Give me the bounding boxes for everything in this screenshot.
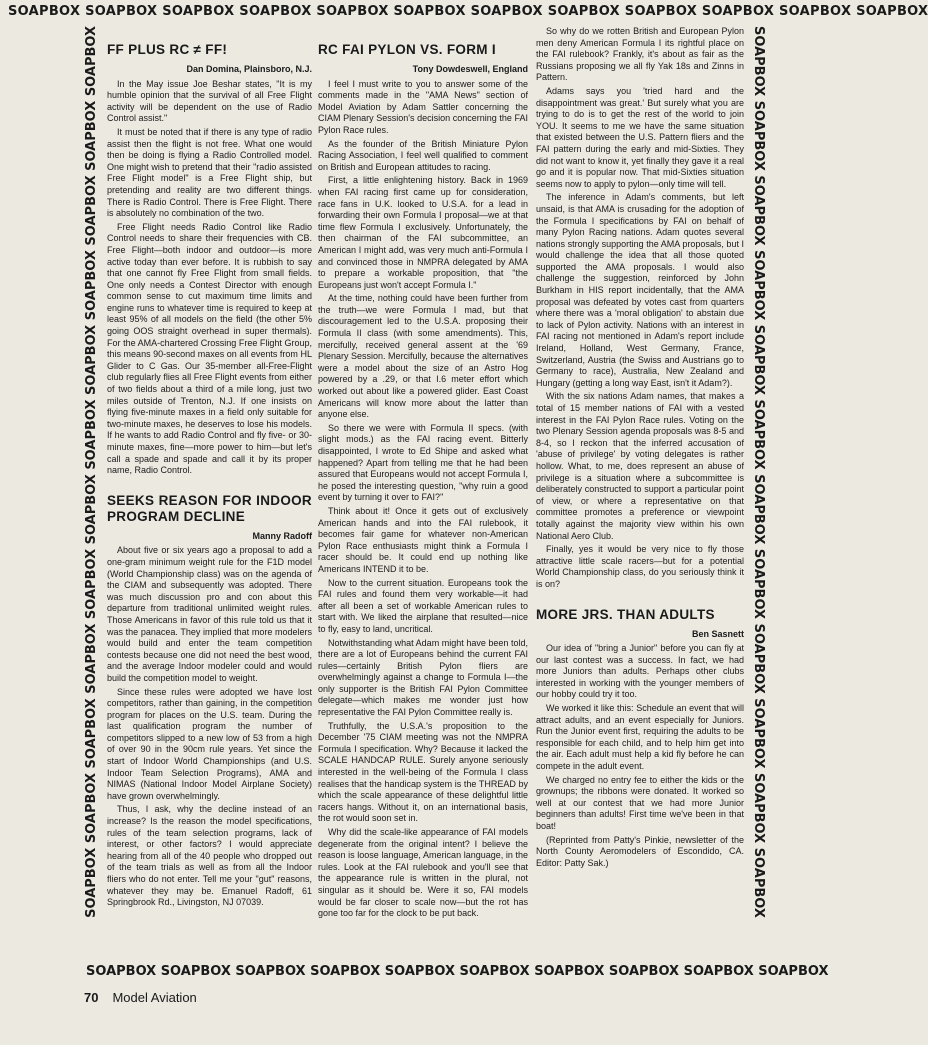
article-paragraph: We charged no entry fee to either the kids or the grownups; the ribbons were donated. It worked so well at our contest that we had more Junior beginners than adults! First time we've been in that boat! [536,774,744,831]
column-right [536,26,744,958]
magazine-title: Model Aviation [112,990,197,1005]
soapbox-border-bottom: SOAPBOX SOAPBOX SOAPBOX SOAPBOX SOAPBOX SOAPBOX SOAPBOX SOAPBOX SOAPBOX SOAPBOX [86,964,829,979]
article-paragraph: With the six nations Adam names, that makes a total of 15 member nations of FAI with a vested interest in the FAI Pylon Race rules. Voting on the two Plenary Session agenda proposals was 8-5 and 8-4, so I reckon that the inferred accusation of 'abuse of privilege' by voting delegates is rather hollow. What, to me, does represent an abuse of privilege is a situation where a subcommittee is deliberately constructed to support a particular point of view, or where a representative on that committee promotes a preference or viewpoint totally against the majority view within his own National Aero Club. [536,391,744,541]
article-byline: Ben Sasnett [691,628,744,639]
article-headline-ff-plus-rc: FF PLUS RC ≠ FF! [107,42,228,57]
article-paragraph: Our idea of "bring a Junior" before you can fly at our last contest was a success. In fact, we had more Juniors than adults. Perhaps other clubs interested in working with the younger members of our hobby could try it too. [536,643,744,700]
article-byline: Manny Radoff [252,530,312,541]
article-paragraph: Adams says you 'tried hard and the disappointment was great.' But surely what you are trying to do is to get the rest of the world to join YOU. It seems to me we have the same situation that existed between the U.S. Pattern fliers and the FAI pattern during the early and mid-Sixties. They did not want to know it, yet finally they gave it a real go and it is popular now. That mid-Sixties situation seems now to apply to pylon—only time will tell. [536,85,744,189]
spacer [107,479,312,493]
article-headline-more-jrs: MORE JRS. THAN ADULTS [536,606,715,622]
article-paragraph: Think about it! Once it gets out of exclusively American hands and into the FAI rulebook, it becomes fair game for whatever non-American Pylon Race enthusiasts might think a Formula I racer should be. It could end up nothing like Americans INTEND it to be. [318,505,528,574]
article-paragraph: Free Flight needs Radio Control like Radio Control needs to share their frequencies with CB. Free Flight—both indoor and outdoor—is more active today than ever before. It is rubbish to say that one cannot fly Free Flight from small fields. One only needs a Contest Director with enough common sense to cut maximum time limits and engine runs to whatever time is required to keep at least 95% of all models on the field (the other 5% going OOS straight overhead in super thermals). For the AMA-chartered Crossing Free Flight Group, this means 90-second maxes on all events from HL Glider to C Gas. Our 35-member all-Free-Flight club regularly flies all Free Flight events from either of two fields about a third of a mile long, just two miles outside of Trenton, N.J. If one insists on flying five-minute maxes in a field only suitable for two-minute maxes, he deserves to lose his models. If he wants to add Radio Control and fly five- or 30-minute maxes, fine—more power to him—but let's call a spade and spade and call it by its proper name, Radio Control. [107,221,312,476]
article-paragraph: As the founder of the British Miniature Pylon Racing Association, I feel well qualified to comment on British and European attitudes to racing. [318,138,528,172]
article-paragraph: Truthfully, the U.S.A.'s proposition to the December '75 CIAM meeting was not the NMPRA Formula I specification. Why? Because it lacked the SCALE HANDCAP RULE. Surely anyone seriously interested in the well-being of the Formula I class realises that the handicap system is the THREAD by which the scale appearance of these delightful little racers hangs. Without it, on an international basis, the rot would soon set in. [318,720,528,824]
column-left [107,42,312,958]
article-paragraph: So there we were with Formula II specs. (with slight mods.) as the FAI racing event. Bitterly disappointed, I wrote to Ed Shipe and asked what happened? Apart from telling me that he had been assured that Europeans would not accept Formula I, he posed the interesting question, "why ruin a good event by turning it over to FAI?" [318,422,528,503]
article-headline-rc-fai-pylon: RC FAI PYLON VS. FORM I [318,42,496,57]
article-paragraph: It must be noted that if there is any type of radio assist then the flight is not free. What one would then be doing is flying a Radio Controlled model. One might wish to pretend that their "radio assisted Free Flight model" is a Free Flight ship, but pretending and reality are two different things. There is Radio Control. There is Free Flight. There is absolutely no combination of the two. [107,126,312,219]
article-paragraph: Thus, I ask, why the decline instead of an increase? Is the reason the model specifications, rules of the team selection programs, lack of interest, or other factors? I would appreciate hearing from all of the 40 people who dropped out of the team trials as well as from all the Indoor fliers who do not enter. Tell me your "gut" reasons, whatever they may be. Emanuel Radoff, 61 Springbrook Rd., Livingston, NJ 07039. [107,804,312,908]
article-paragraph: So why do we rotten British and European Pylon men deny American Formula I its rightful place on the FAI rulebook? Frankly, it's about as fair as the Russians proposing we all fly Yak 18s and Zinns in Pattern. [536,26,744,83]
page-number: 70 [84,990,99,1005]
soapbox-border-top: SOAPBOX SOAPBOX SOAPBOX SOAPBOX SOAPBOX SOAPBOX SOAPBOX SOAPBOX SOAPBOX SOAPBOX SOAPBOX SOAPBOX [8,4,928,19]
article-byline: Tony Dowdeswell, England [412,64,528,74]
spacer [536,593,744,607]
soapbox-border-right-text: SOAPBOX SOAPBOX SOAPBOX SOAPBOX SOAPBOX SOAPBOX SOAPBOX SOAPBOX SOAPBOX SOAPBOX SOAPBOX SOAPBOX [751,26,766,918]
soapbox-border-right [751,26,771,971]
soapbox-border-left [84,26,102,986]
article-paragraph: Notwithstanding what Adam might have been told, there are a lot of Europeans behind the current FAI rules—certainly British Pylon fliers are overwhelmingly against a change to Formula I—the only supporter is the British FAI Pylon Committee delegate—which makes me wonder just how representative the FAI Pylon Committee really is. [318,637,528,718]
soapbox-border-left-text: SOAPBOX SOAPBOX SOAPBOX SOAPBOX SOAPBOX SOAPBOX SOAPBOX SOAPBOX SOAPBOX SOAPBOX SOAPBOX SOAPBOX [84,26,99,918]
article-paragraph: I feel I must write to you to answer some of the comments made in the "AMA News" section of Model Aviation by Adam Sattler concerning the CIAM Plenary Session's decision concerning the FAI Pylon Race rules. [318,78,528,135]
page-footer [84,990,197,1005]
article-paragraph: In the May issue Joe Beshar states, "It is my humble opinion that the survival of all Free Flight activity will be dependent on the use of Radio Control assist." [107,78,312,124]
article-paragraph: Now to the current situation. Europeans took the FAI rules and found them very workable—it had after all been a set of workable American rules to start with. We liked the airplane that resulted—nice to fly, easy to land, uncritical. [318,577,528,634]
article-byline: Dan Domina, Plainsboro, N.J. [186,64,312,74]
article-paragraph: We worked it like this: Schedule an event that will attract adults, and an event especially for Juniors. Run the Junior event first, requiring the adults to be responsible for each child, and to help him get into the air. Each adult must help a kid fly before he can compete in the adult event. [536,703,744,772]
article-paragraph: (Reprinted from Patty's Pinkie, newsletter of the North County Aeromodelers of Escondido, CA. Editor: Patty Sak.) [536,834,744,868]
column-middle [318,42,528,960]
article-paragraph: About five or six years ago a proposal to add a one-gram minimum weight rule for the F1D model (World Championship class) was on the agenda of the CIAM and subsequently was adopted. There was much discussion pro and con about this departure from traditional unlimited weight rules. Those Americans in favor of this rule told us that it was the panacea. They implied that more modelers would build and enter the team competition contests because one did not need the best wood, and the average Indoor modeler could and would build the competition model to weight. [107,545,312,683]
article-paragraph: First, a little enlightening history. Back in 1969 when FAI racing first came up for consideration, race fans in U.K. looked to U.S.A. for a lead in forwarding their own Formula I proposal—we at that time flew Formula I exclusively. Unfortunately, the then chairman of the FAI subcommittee, an American I might add, was very much anti-Formula I and convinced those in NMPRA delegated by AMA to prepare a workable proposition, that "the Europeans just won't accept Formula I." [318,175,528,290]
article-paragraph: At the time, nothing could have been further from the truth—we were Formula I mad, but that discouragement led to the U.S.A. proposing their Formula II class (with some amendments). This, mercifully, received general assent at the '69 Plenary Session. Mercifully, because the alternatives were a model about the size of an Astro Hog powered by a .29, or that I.6 meter effort which worked out about like a powered glider. East Coast Americans will know more about the latter than anyone else. [318,293,528,420]
article-paragraph: Finally, yes it would be very nice to fly those attractive little scale racers—but for a potential World Championship class, do you seriously think it is on? [536,544,744,589]
article-paragraph: Since these rules were adopted we have lost competitors, rather than gaining, in the competition program for places on the U.S. team. During the last qualification program the number of competitors slipped to a new low of 53 from a high of over 90 in the 90cm rule years. Yet since the start of Indoor World Championships (and U.S. Indoor Team Selection Programs), AMA and NIMAS (National Indoor Model Airplane Society) have grown overwhelmingly. [107,686,312,801]
article-paragraph: The inference in Adam's comments, but left unsaid, is that AMA is crusading for the adoption of the Formula I specifications by FAI on behalf of many Pylon Racing nations. Adam quotes several nations strongly supporting the AMA proposals, but I would challenge the idea that all those quoted supported the AMA proposals. I would also challenge the suggestion, reinforced by John Burkham in HIS report incidentally, that the AMA proposal was defeated by votes cast from quarters where there was a 'moral obligation' to abstain due to lack of Pylon activity. Nations with an interest in FAI racing not mentioned in Adam's report include Ireland, Holland, West Germany, France, Switzerland, Austria (the Swiss and Austrians go to Germany to race), Australia, New Zealand and Hungary (getting a long way East, isn't it Adam?). [536,192,744,388]
article-paragraph: Why did the scale-like appearance of FAI models degenerate from the original intent? I believe the reason is loose language, American language, in the rules. Look at the FAI rulebook and you'll see that the appearance rule is written in the plural, not singular as it should be. Were it so, FAI models would be far closer to scale now—but the rot has gone too far for the clock to be put back. [318,827,528,919]
article-headline-indoor-decline: SEEKS REASON FOR INDOOR PROGRAM DECLINE [107,492,312,524]
